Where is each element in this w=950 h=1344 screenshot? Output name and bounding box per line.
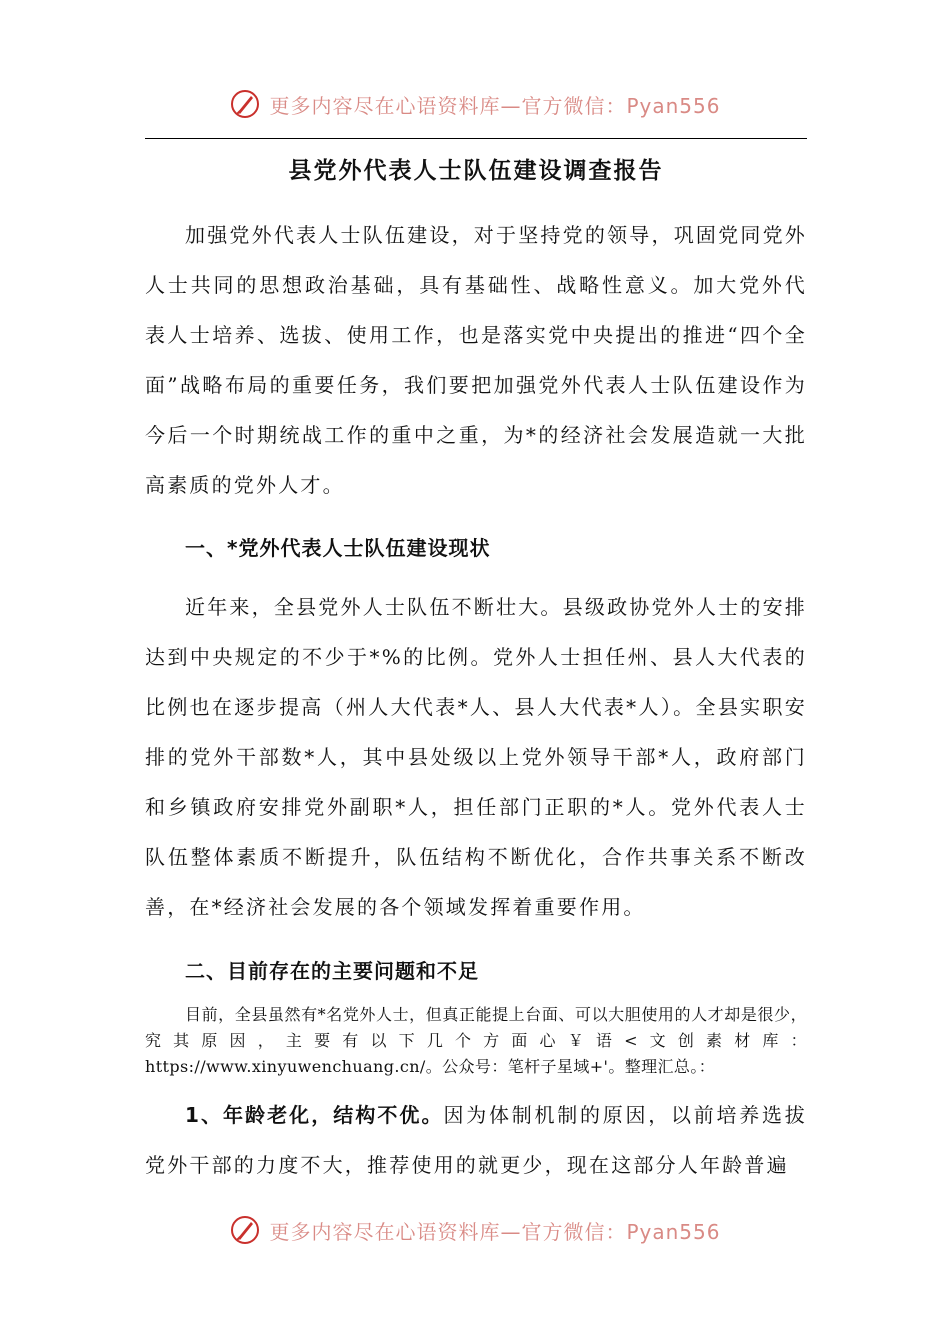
intro-paragraph: 加强党外代表人士队伍建设，对于坚持党的领导，巩固党同党外人士共同的思想政治基础，具有基础性、战略性意义。加大党外代表人士培养、选拔、使用工作，也是落实党中央提出的推进“四个全面”战略布局的重要任务，我们要把加强党外代表人士队伍建设作为今后一个时期统战工作的重中之重，为*的经济社会发展造就一大批高素质的党外人才。 (145, 223, 807, 497)
status-paragraph: 近年来，全县党外人士队伍不断壮大。县级政协党外人士的安排达到中央规定的不少于*%的比例。党外人士担任州、县人大代表的比例也在逐步提高（州人大代表*人、县人大代表*人）。全县实职安排的党外干部数*人，其中县处级以上党外领导干部*人，政府部门和乡镇政府安排党外副职*人，担任部门正职的*人。党外代表人士队伍整体素质不断提升，队伍结构不断优化，合作共事关系不断改善，在*经济社会发展的各个领域发挥着重要作用。 (145, 595, 807, 919)
watermark-text: 更多内容尽在心语资料库—官方微信：Pyan556 (269, 93, 721, 118)
header-rule (145, 138, 807, 139)
section-heading-2: 二、目前存在的主要问题和不足 (185, 959, 479, 983)
problems-intro-paragraph: 目前，全县虽然有*名党外人士，但真正能提上台面、可以大胆使用的人才却是很少，究其原因，主要有以下几个方面心￥语<文创素材库：https://www.xinyuwenchuang.cn/。公众号：笔杆子星域+'。整理汇总。： (145, 1005, 807, 1076)
watermark-footer (0, 1210, 950, 1250)
point1-lead: 1、年龄老化，结构不优。 (185, 1103, 444, 1127)
point1-paragraph (145, 1090, 807, 1190)
section-heading-1: 一、*党外代表人士队伍建设现状 (185, 536, 491, 560)
document-title: 县党外代表人士队伍建设调查报告 (288, 158, 664, 184)
watermark-text: 更多内容尽在心语资料库—官方微信：Pyan556 (269, 1219, 721, 1244)
watermark-header (0, 84, 950, 124)
quill-logo-icon (229, 1214, 261, 1246)
point1-body: 因为体制机制的原因，以前培养选拔党外干部的力度不大，推荐使用的就更少，现在这部分人年龄普遍 (145, 1103, 807, 1177)
quill-logo-icon (229, 88, 261, 120)
